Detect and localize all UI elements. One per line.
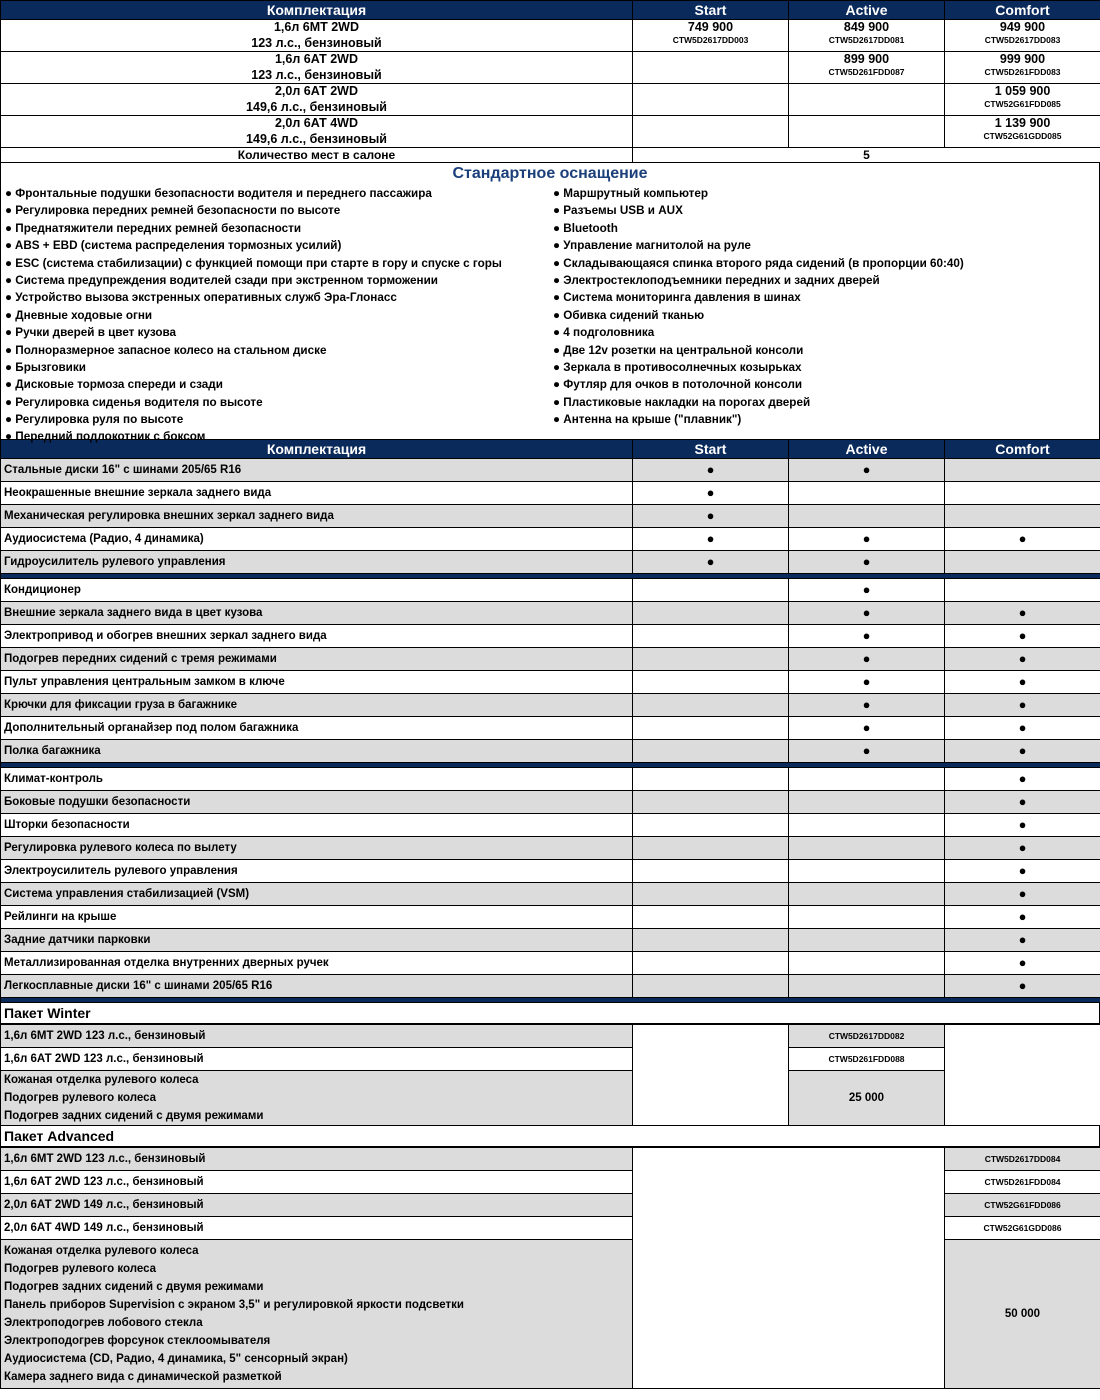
feature-row (1, 975, 1100, 998)
advanced-item: Подогрев задних сидений с двумя режимами (4, 1281, 264, 1293)
advanced-package-table (0, 1147, 1100, 1389)
winter-item: Подогрев задних сидений с двумя режимами (4, 1110, 264, 1122)
engine-name: 1,6л 6АТ 2WD (274, 52, 359, 66)
feature-label: Легкосплавные диски 16" с шинами 205/65 R16 (1, 975, 633, 998)
standard-item: ● Зеркала в противосолнечных козырьках (553, 360, 802, 374)
feature-label: Дополнительный органайзер под полом багажника (1, 717, 633, 740)
advanced-row-code: CTW52G61FDD086 (945, 1194, 1100, 1217)
active-availability (789, 883, 945, 906)
start-availability (633, 929, 789, 952)
start-availability (633, 579, 789, 602)
engine-row (1, 116, 1100, 148)
header-start: Start (633, 440, 789, 459)
start-price: 749 900 (687, 20, 734, 34)
active-price-cell (789, 84, 945, 116)
feature-row (1, 694, 1100, 717)
engine-label (1, 84, 633, 116)
comfort-price: 1 059 900 (994, 84, 1051, 98)
start-availability (633, 768, 789, 791)
included-dot-icon: ● (1018, 674, 1027, 689)
included-dot-icon: ● (1018, 697, 1027, 712)
feature-label: Электропривод и обогрев внешних зеркал заднего вида (1, 625, 633, 648)
advanced-row-code: CTW5D2617DD084 (945, 1148, 1100, 1171)
standard-item: ● Фронтальные подушки безопасности водителя и переднего пассажира (5, 187, 432, 200)
feature-label: Боковые подушки безопасности (1, 791, 633, 814)
standard-item: ● Электростеклоподъемники передних и задних дверей (553, 273, 880, 287)
included-dot-icon: ● (862, 554, 871, 569)
comfort-availability (945, 579, 1100, 602)
start-availability (633, 505, 789, 528)
comfort-price: 949 900 (999, 20, 1046, 34)
start-availability (633, 975, 789, 998)
feature-row (1, 768, 1100, 791)
active-availability (789, 837, 945, 860)
engine-label (1, 20, 633, 52)
feature-label: Механическая регулировка внешних зеркал заднего вида (1, 505, 633, 528)
included-dot-icon: ● (1018, 605, 1027, 620)
comfort-code: CTW52G61FDD085 (984, 99, 1061, 109)
included-dot-icon: ● (862, 697, 871, 712)
included-dot-icon: ● (1018, 794, 1027, 809)
included-dot-icon: ● (1018, 863, 1027, 878)
comfort-availability (945, 929, 1100, 952)
comfort-availability (945, 505, 1100, 528)
standard-equipment-title: Стандартное оснащение (0, 163, 1100, 185)
active-availability (789, 579, 945, 602)
feature-label: Регулировка рулевого колеса по вылету (1, 837, 633, 860)
included-dot-icon: ● (1018, 932, 1027, 947)
active-availability (789, 602, 945, 625)
seats-row (1, 148, 1100, 163)
active-availability (789, 459, 945, 482)
active-price: 849 900 (843, 20, 890, 34)
winter-package-table (0, 1024, 1100, 1126)
standard-equipment (0, 185, 1100, 444)
advanced-item: Аудиосистема (CD, Радио, 4 динамика, 5" сенсорный экран) (4, 1353, 348, 1365)
feature-row (1, 459, 1100, 482)
winter-row (1, 1025, 1100, 1048)
feature-label: Система управления стабилизацией (VSM) (1, 883, 633, 906)
standard-item: ● Bluetooth (553, 221, 618, 235)
active-availability (789, 952, 945, 975)
comfort-availability (945, 814, 1100, 837)
active-availability (789, 975, 945, 998)
start-availability (633, 551, 789, 574)
standard-item: ● ESC (система стабилизации) с функцией помощи при старте в гору и спуске с горы (5, 256, 502, 270)
standard-item: ● Регулировка передних ремней безопасности по высоте (5, 204, 341, 218)
standard-item: ● Преднатяжители передних ремней безопасности (5, 221, 302, 235)
included-dot-icon: ● (1018, 817, 1027, 832)
engine-name: 2,0л 6АТ 4WD (274, 116, 359, 130)
included-dot-icon: ● (1018, 720, 1027, 735)
standard-item: ● Устройство вызова экстренных оперативных служб Эра-Глонасс (5, 291, 397, 305)
advanced-item: Кожаная отделка рулевого колеса (4, 1245, 199, 1257)
start-availability (633, 528, 789, 551)
included-dot-icon: ● (706, 508, 715, 523)
start-availability (633, 791, 789, 814)
comfort-code: CTW5D261FDD083 (984, 67, 1061, 77)
standard-item: ● 4 подголовника (553, 326, 655, 340)
start-availability (633, 906, 789, 929)
comfort-price-cell (945, 20, 1100, 52)
comfort-price: 999 900 (999, 52, 1046, 66)
winter-row-code: CTW5D2617DD082 (789, 1025, 945, 1048)
included-dot-icon: ● (1018, 651, 1027, 666)
included-dot-icon: ● (862, 743, 871, 758)
active-availability (789, 648, 945, 671)
feature-row (1, 791, 1100, 814)
advanced-item: Подогрев рулевого колеса (4, 1263, 157, 1275)
comfort-availability (945, 482, 1100, 505)
included-dot-icon: ● (1018, 531, 1027, 546)
start-availability (633, 459, 789, 482)
feature-label: Неокрашенные внешние зеркала заднего вида (1, 482, 633, 505)
active-price-cell (789, 20, 945, 52)
feature-row (1, 906, 1100, 929)
active-availability (789, 528, 945, 551)
included-dot-icon: ● (1018, 886, 1027, 901)
comfort-availability (945, 883, 1100, 906)
standard-item: ● Передний подлокотник с боксом (5, 430, 206, 444)
winter-items (1, 1071, 633, 1126)
active-availability (789, 791, 945, 814)
feature-label: Шторки безопасности (1, 814, 633, 837)
start-availability (633, 883, 789, 906)
active-availability (789, 906, 945, 929)
start-code: CTW5D2617DD003 (672, 35, 749, 45)
standard-item: ● Дневные ходовые огни (5, 308, 153, 322)
included-dot-icon: ● (706, 531, 715, 546)
standard-item: ● Антенна на крыше ("плавник") (553, 413, 742, 427)
included-dot-icon: ● (862, 674, 871, 689)
start-availability (633, 671, 789, 694)
feature-row (1, 671, 1100, 694)
included-dot-icon: ● (1018, 840, 1027, 855)
active-availability (789, 551, 945, 574)
feature-row (1, 602, 1100, 625)
engine-label (1, 52, 633, 84)
header-active: Active (789, 1, 945, 20)
included-dot-icon: ● (862, 462, 871, 477)
advanced-item: Камера заднего вида с динамической разметкой (4, 1371, 282, 1383)
feature-label: Крючки для фиксации груза в багажнике (1, 694, 633, 717)
header-trim: Комплектация (1, 440, 633, 459)
standard-item: ● Брызговики (5, 360, 86, 374)
feature-row (1, 505, 1100, 528)
start-availability (633, 482, 789, 505)
standard-item: ● Маршрутный компьютер (553, 187, 709, 200)
advanced-row-code: CTW52G61GDD086 (945, 1217, 1100, 1240)
feature-label: Металлизированная отделка внутренних дверных ручек (1, 952, 633, 975)
engine-row (1, 20, 1100, 52)
included-dot-icon: ● (862, 720, 871, 735)
included-dot-icon: ● (862, 582, 871, 597)
included-dot-icon: ● (862, 628, 871, 643)
active-code: CTW5D2617DD081 (828, 35, 905, 45)
active-availability (789, 860, 945, 883)
feature-label: Внешние зеркала заднего вида в цвет кузова (1, 602, 633, 625)
active-availability (789, 768, 945, 791)
feature-label: Задние датчики парковки (1, 929, 633, 952)
start-availability (633, 837, 789, 860)
winter-item: Кожаная отделка рулевого колеса (4, 1074, 199, 1086)
included-dot-icon: ● (1018, 909, 1027, 924)
active-price: 899 900 (843, 52, 890, 66)
winter-package-title: Пакет Winter (0, 1003, 1100, 1024)
included-dot-icon: ● (1018, 628, 1027, 643)
start-price-cell (633, 20, 789, 52)
advanced-row (1, 1148, 1100, 1171)
comfort-price: 1 139 900 (994, 116, 1051, 130)
comfort-code: CTW52G61GDD085 (983, 131, 1062, 141)
advanced-row-code: CTW5D261FDD084 (945, 1171, 1100, 1194)
active-availability (789, 740, 945, 763)
table-header (1, 1, 1100, 20)
active-code: CTW5D261FDD087 (828, 67, 905, 77)
standard-item: ● Регулировка руля по высоте (5, 413, 184, 427)
price-table (0, 0, 1100, 163)
advanced-row-label: 1,6л 6МТ 2WD 123 л.с., бензиновый (1, 1148, 633, 1171)
header-active: Active (789, 440, 945, 459)
active-price-cell (789, 52, 945, 84)
active-availability (789, 694, 945, 717)
engine-power: 123 л.с., бензиновый (251, 67, 382, 82)
standard-item: ● Система предупреждения водителей сзади при экстренном торможении (5, 273, 438, 287)
standard-item: ● Разъемы USB и AUX (553, 204, 683, 218)
feature-row (1, 528, 1100, 551)
advanced-package-title: Пакет Advanced (0, 1126, 1100, 1147)
comfort-availability (945, 791, 1100, 814)
feature-label: Стальные диски 16" с шинами 205/65 R16 (1, 459, 633, 482)
winter-price: 25 000 (789, 1071, 945, 1126)
comfort-availability (945, 625, 1100, 648)
seats-label: Количество мест в салоне (1, 148, 633, 163)
active-availability (789, 717, 945, 740)
start-availability (633, 860, 789, 883)
feature-row (1, 929, 1100, 952)
advanced-item: Панель приборов Supervision с экраном 3,5" и регулировкой яркости подсветки (4, 1299, 464, 1311)
feature-row (1, 625, 1100, 648)
comfort-availability (945, 906, 1100, 929)
engine-power: 149,6 л.с., бензиновый (246, 99, 387, 114)
comfort-availability (945, 768, 1100, 791)
feature-label: Аудиосистема (Радио, 4 динамика) (1, 528, 633, 551)
active-availability (789, 671, 945, 694)
start-availability (633, 952, 789, 975)
feature-label: Подогрев передних сидений с тремя режимами (1, 648, 633, 671)
feature-label: Полка багажника (1, 740, 633, 763)
header-comfort: Comfort (945, 1, 1100, 20)
seats-value: 5 (633, 148, 1100, 163)
active-availability (789, 929, 945, 952)
engine-row (1, 52, 1100, 84)
feature-row (1, 860, 1100, 883)
standard-item: ● Система мониторинга давления в шинах (553, 291, 801, 305)
advanced-items (1, 1240, 633, 1389)
included-dot-icon: ● (862, 605, 871, 620)
feature-label: Электроусилитель рулевого управления (1, 860, 633, 883)
engine-power: 149,6 л.с., бензиновый (246, 131, 387, 146)
winter-comfort-empty (945, 1025, 1100, 1126)
comfort-availability (945, 717, 1100, 740)
start-availability (633, 694, 789, 717)
features-table (0, 439, 1100, 1003)
comfort-availability (945, 740, 1100, 763)
advanced-row-label: 2,0л 6АТ 4WD 149 л.с., бензиновый (1, 1217, 633, 1240)
feature-row (1, 648, 1100, 671)
feature-row (1, 579, 1100, 602)
active-price-cell (789, 116, 945, 148)
comfort-availability (945, 975, 1100, 998)
feature-label: Климат-контроль (1, 768, 633, 791)
comfort-availability (945, 459, 1100, 482)
advanced-price: 50 000 (945, 1240, 1100, 1389)
winter-row-label: 1,6л 6АТ 2WD 123 л.с., бензиновый (1, 1048, 633, 1071)
comfort-availability (945, 952, 1100, 975)
advanced-start-active-empty (633, 1148, 945, 1389)
standard-item: ● Две 12v розетки на центральной консоли (553, 343, 804, 357)
advanced-row-label: 2,0л 6АТ 2WD 149 л.с., бензиновый (1, 1194, 633, 1217)
comfort-availability (945, 694, 1100, 717)
winter-items-row (1, 1071, 1100, 1126)
engine-name: 1,6л 6МТ 2WD (273, 20, 360, 34)
engine-power: 123 л.с., бензиновый (251, 35, 382, 50)
advanced-row-label: 1,6л 6АТ 2WD 123 л.с., бензиновый (1, 1171, 633, 1194)
winter-row-code: CTW5D261FDD088 (789, 1048, 945, 1071)
comfort-availability (945, 671, 1100, 694)
feature-row (1, 482, 1100, 505)
included-dot-icon: ● (706, 462, 715, 477)
start-availability (633, 648, 789, 671)
winter-row (1, 1048, 1100, 1071)
feature-label: Пульт управления центральным замком в ключе (1, 671, 633, 694)
active-availability (789, 505, 945, 528)
winter-row-label: 1,6л 6МТ 2WD 123 л.с., бензиновый (1, 1025, 633, 1048)
comfort-price-cell (945, 84, 1100, 116)
engine-name: 2,0л 6АТ 2WD (274, 84, 359, 98)
included-dot-icon: ● (706, 554, 715, 569)
header-comfort: Comfort (945, 440, 1100, 459)
standard-right-column (550, 185, 1099, 439)
advanced-item: Электроподогрев лобового стекла (4, 1317, 203, 1329)
winter-item: Подогрев рулевого колеса (4, 1092, 157, 1104)
feature-label: Гидроусилитель рулевого управления (1, 551, 633, 574)
included-dot-icon: ● (1018, 771, 1027, 786)
engine-row (1, 84, 1100, 116)
active-availability (789, 625, 945, 648)
comfort-availability (945, 528, 1100, 551)
standard-item: ● Управление магнитолой на руле (553, 239, 751, 253)
active-availability (789, 814, 945, 837)
advanced-item: Электроподогрев форсунок стеклоомывателя (4, 1335, 271, 1347)
included-dot-icon: ● (1018, 955, 1027, 970)
standard-item: ● Складывающаяся спинка второго ряда сидений (в пропорции 60:40) (553, 256, 964, 270)
comfort-availability (945, 551, 1100, 574)
comfort-price-cell (945, 52, 1100, 84)
standard-item: ● Футляр для очков в потолочной консоли (553, 378, 803, 392)
standard-left-column (1, 185, 550, 444)
comfort-availability (945, 860, 1100, 883)
feature-label: Кондиционер (1, 579, 633, 602)
feature-row (1, 837, 1100, 860)
included-dot-icon: ● (706, 485, 715, 500)
header-start: Start (633, 1, 789, 20)
included-dot-icon: ● (862, 531, 871, 546)
comfort-availability (945, 837, 1100, 860)
start-price-cell (633, 84, 789, 116)
start-availability (633, 602, 789, 625)
comfort-price-cell (945, 116, 1100, 148)
standard-item: ● ABS + EBD (система распределения тормозных усилий) (5, 239, 342, 253)
included-dot-icon: ● (862, 651, 871, 666)
standard-item: ● Полноразмерное запасное колесо на стальном диске (5, 343, 327, 357)
standard-item: ● Пластиковые накладки на порогах дверей (553, 395, 811, 409)
comfort-availability (945, 602, 1100, 625)
included-dot-icon: ● (1018, 978, 1027, 993)
standard-item: ● Дисковые тормоза спереди и сзади (5, 378, 223, 392)
feature-label: Рейлинги на крыше (1, 906, 633, 929)
start-availability (633, 625, 789, 648)
start-availability (633, 814, 789, 837)
start-price-cell (633, 52, 789, 84)
start-availability (633, 740, 789, 763)
comfort-code: CTW5D2617DD083 (984, 35, 1061, 45)
standard-item: ● Обивка сидений тканью (553, 308, 705, 322)
feature-row (1, 814, 1100, 837)
standard-item: ● Регулировка сиденья водителя по высоте (5, 395, 263, 409)
feature-row (1, 551, 1100, 574)
feature-row (1, 883, 1100, 906)
active-availability (789, 482, 945, 505)
winter-start-empty (633, 1025, 789, 1126)
section-divider (1, 998, 1100, 1003)
feature-row (1, 740, 1100, 763)
comfort-availability (945, 648, 1100, 671)
header-trim: Комплектация (1, 1, 633, 20)
start-price-cell (633, 116, 789, 148)
included-dot-icon: ● (1018, 743, 1027, 758)
standard-item: ● Ручки дверей в цвет кузова (5, 326, 177, 340)
start-availability (633, 717, 789, 740)
feature-row (1, 717, 1100, 740)
engine-label (1, 116, 633, 148)
feature-row (1, 952, 1100, 975)
